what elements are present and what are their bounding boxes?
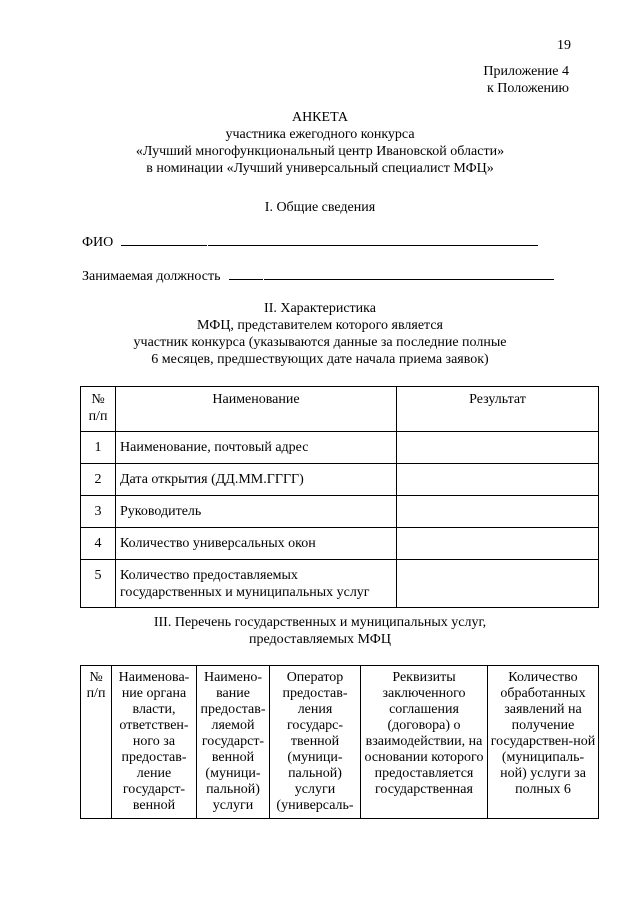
column-header-number: № п/п — [81, 666, 112, 819]
table-header-row — [81, 666, 599, 819]
row-name: Количество универсальных окон — [116, 528, 397, 560]
column-header-applications-count: Количество обработанных заявлений на получение государствен-ной (муниципаль-ной) услуги за полных 6 — [488, 666, 599, 819]
position-label: Занимаемая должность — [82, 269, 221, 284]
row-name: Руководитель — [116, 496, 397, 528]
page-number: 19 — [557, 38, 571, 53]
form-subtitle-1: участника ежегодного конкурса — [225, 127, 415, 142]
section-1-heading: I. Общие сведения — [264, 200, 376, 215]
form-subtitle-2: «Лучший многофункциональный центр Ивановской области» — [135, 144, 505, 159]
section-3-line-2: предоставляемых МФЦ — [249, 632, 391, 647]
row-name: Наименование, почтовый адрес — [116, 432, 397, 464]
row-number: 2 — [81, 464, 116, 496]
column-header-agreement: Реквизиты заключенного соглашения (договора) о взаимодействии, на основании которого предоставляется государственная — [361, 666, 488, 819]
column-header-authority: Наименова-ние органа власти, ответствен-ного за предостав-ление государст-венной — [112, 666, 197, 819]
form-subtitle-3: в номинации «Лучший универсальный специалист МФЦ» — [146, 161, 494, 176]
form-title: АНКЕТА — [291, 110, 349, 125]
section-2-line-2: МФЦ, представителем которого является — [197, 318, 443, 333]
column-header-number: № п/п — [81, 387, 116, 432]
row-number: 3 — [81, 496, 116, 528]
appendix-line-2: к Положению — [486, 81, 569, 96]
column-header-result: Результат — [397, 387, 599, 432]
fio-label: ФИО — [82, 235, 114, 250]
section-2-line-4: 6 месяцев, предшествующих дате начала приема заявок) — [151, 352, 489, 367]
row-number: 5 — [81, 560, 116, 608]
row-name: Количество предоставляемых государственных и муниципальных услуг — [116, 560, 397, 608]
row-number: 1 — [81, 432, 116, 464]
column-header-name: Наименование — [116, 387, 397, 432]
row-number: 4 — [81, 528, 116, 560]
section-3-line-1: III. Перечень государственных и муниципальных услуг, — [153, 615, 487, 630]
services-list-table — [80, 665, 599, 819]
column-header-operator: Оператор предостав-ления государс-твенной (муници-пальной) услуги (универсаль- — [270, 666, 361, 819]
row-name: Дата открытия (ДД.ММ.ГГГГ) — [116, 464, 397, 496]
appendix-line-1: Приложение 4 — [483, 64, 569, 79]
section-2-line-3: участник конкурса (указываются данные за последние полные — [133, 335, 507, 350]
column-header-service-name: Наимено-вание предостав-ляемой государст-венной (муници-пальной) услуги — [197, 666, 270, 819]
section-2-line-1: II. Характеристика — [264, 301, 376, 316]
